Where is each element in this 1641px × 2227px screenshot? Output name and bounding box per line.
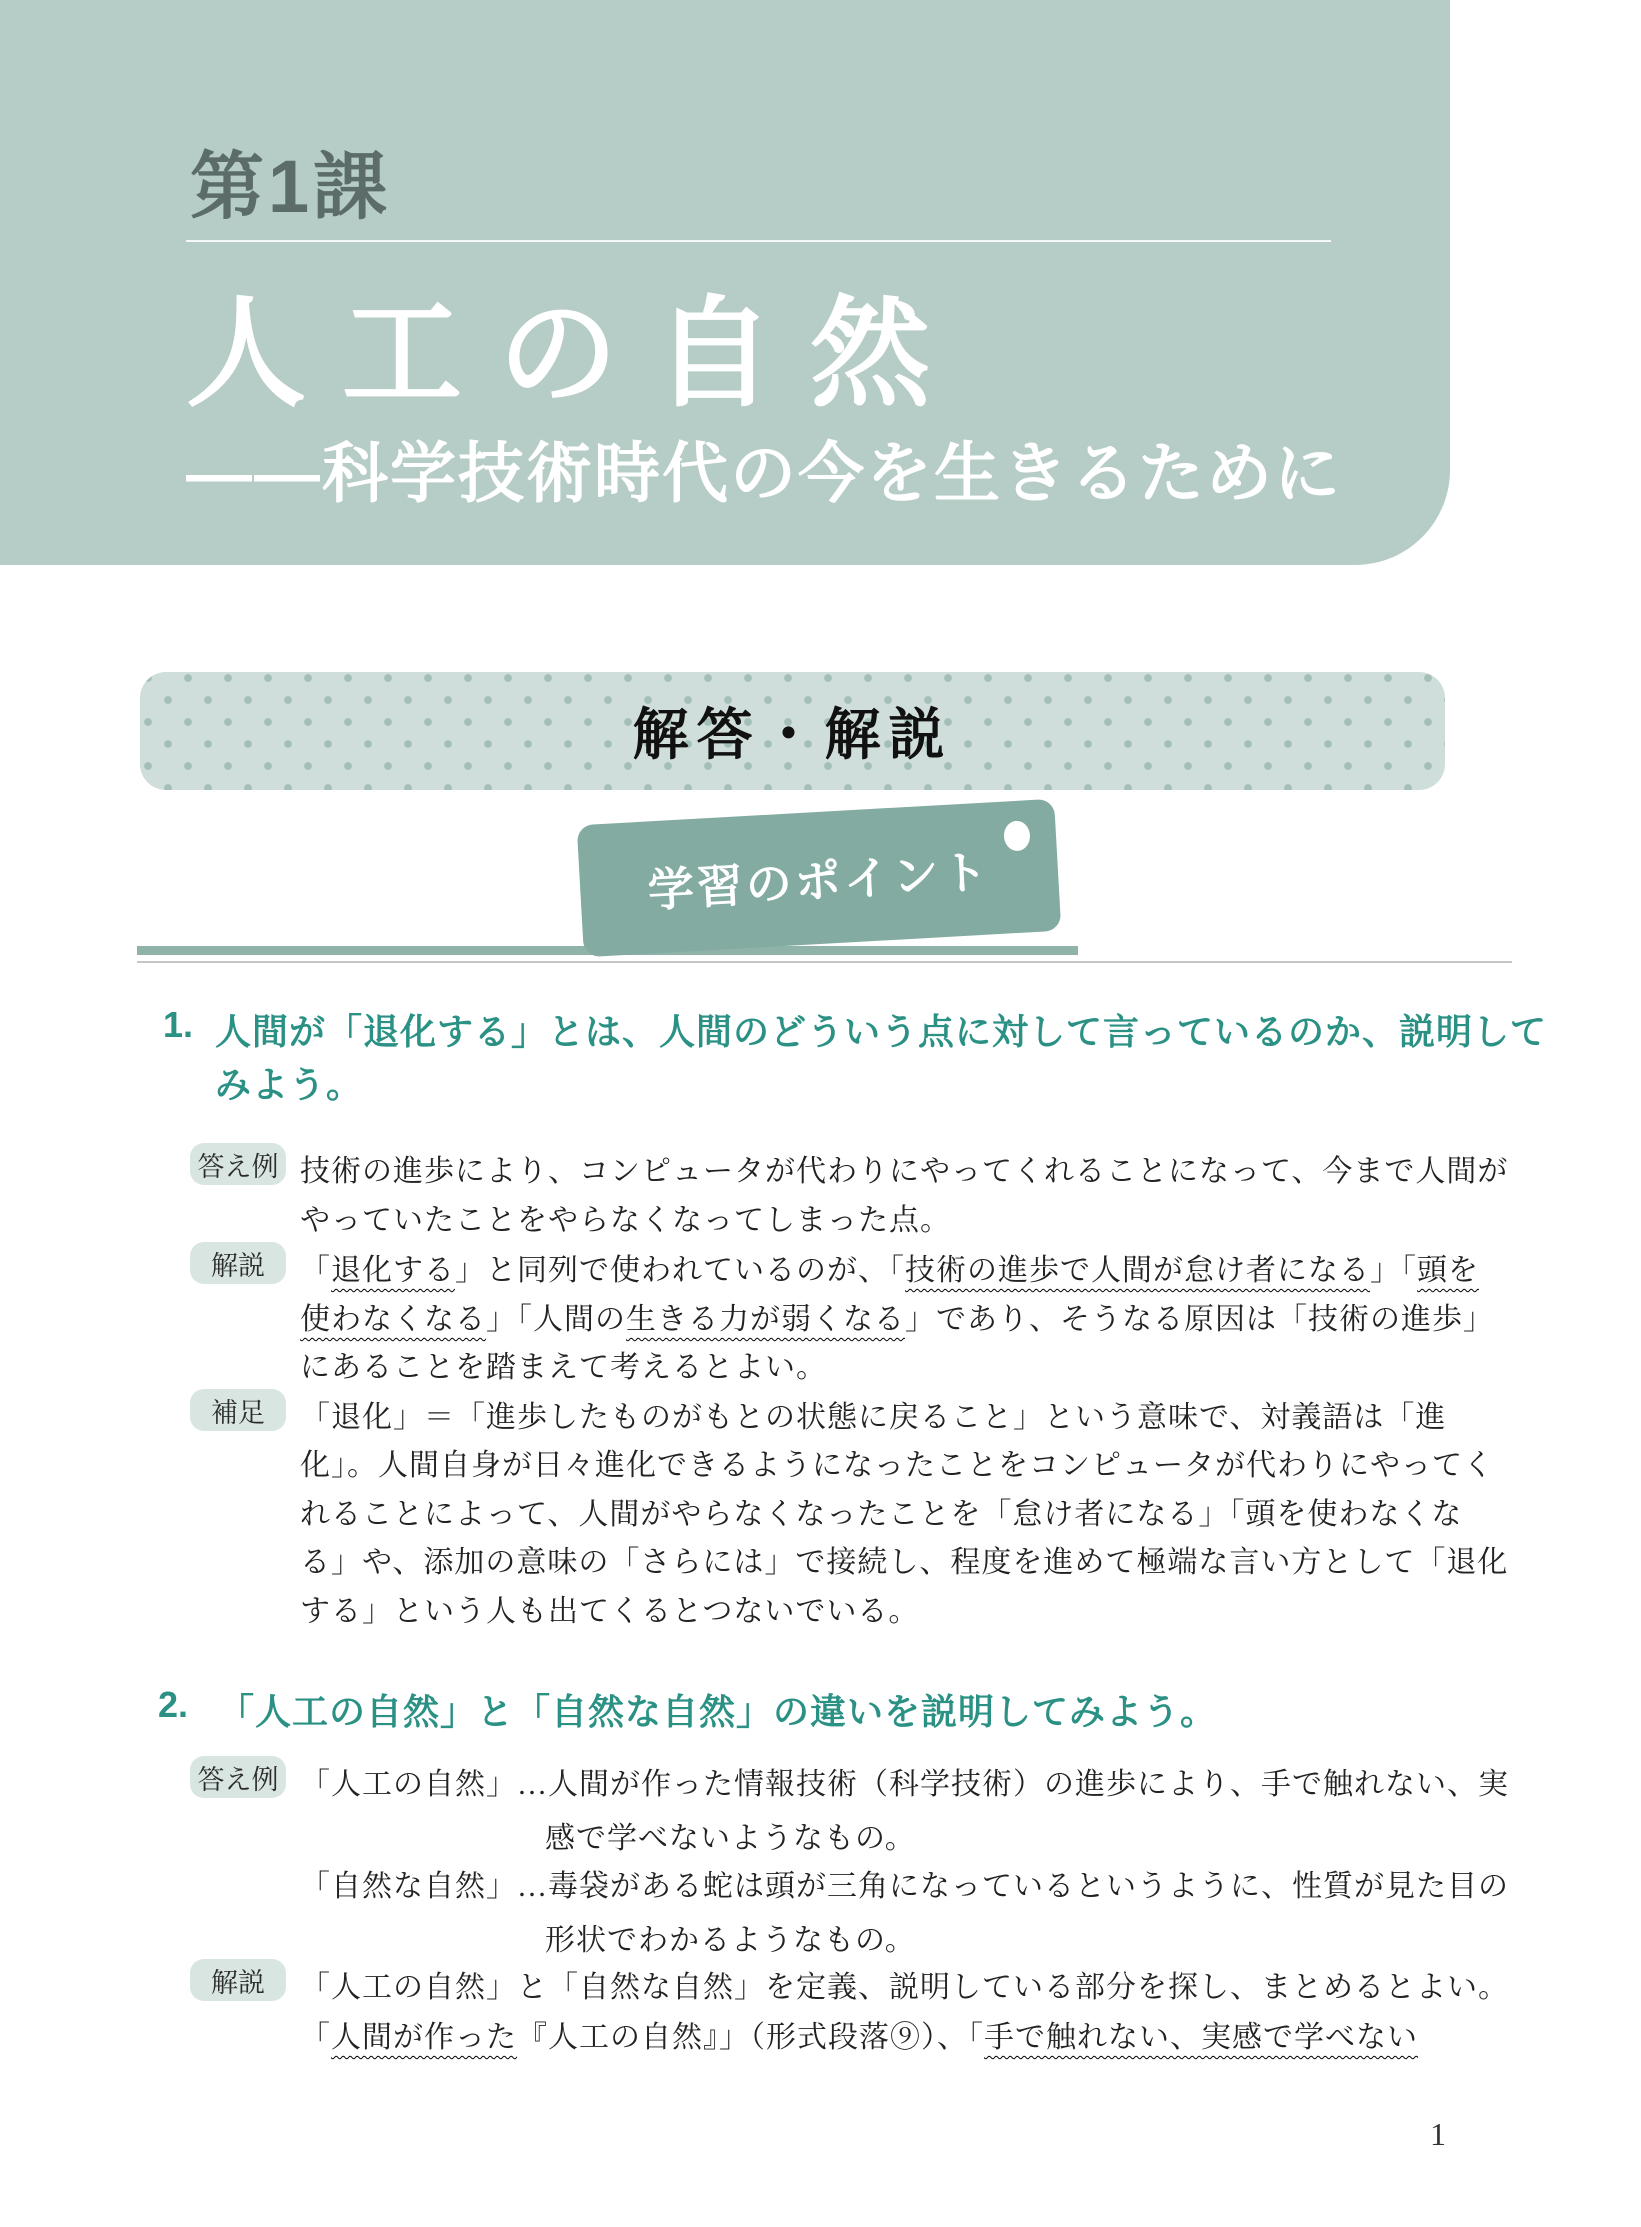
q1-supplement-line4: る」や、添加の意味の「さらには」で接続し、程度を進めて極端な言い方として「退化 [300, 1546, 1509, 1579]
answers-banner [140, 672, 1445, 790]
wavy-text-segment: 頭を [1417, 1254, 1479, 1287]
text-segment: 「 [300, 1254, 331, 1287]
q2-answer-line4: 形状でわかるようなもの。 [545, 1924, 916, 1957]
learning-points-label: 学習のポイント [646, 845, 992, 917]
header-divider [186, 240, 1331, 242]
q1-explanation-line1 [300, 1245, 1479, 1289]
q1-supplement-line2: 化」。人間自身が日々進化できるようになったことをコンピュータが代わりにやってく [300, 1449, 1494, 1482]
q1-supplement-line3: れることによって、人間がやらなくなったことを「怠け者になる」「頭を使わなくな [300, 1498, 1463, 1531]
text-segment: 『人工の自然』」（形式段落⑨）、「 [517, 2021, 984, 2054]
explanation-label: 解説 [190, 1959, 286, 2001]
text-segment: 」「 [1370, 1254, 1417, 1287]
wavy-text-segment: 人間が作った [331, 2021, 517, 2054]
lesson-title: 人工の自然 [186, 287, 966, 421]
q1-explanation-line2 [300, 1294, 1494, 1338]
question-2-number: 2. [158, 1684, 189, 1725]
wavy-text-segment: 手で触れない、実感で学べない [984, 2021, 1418, 2054]
supplement-label: 補足 [190, 1389, 286, 1431]
text-segment: 」であり、そうなる原因は「技術の進歩」 [905, 1303, 1494, 1336]
q2-explanation-line2 [300, 2012, 1418, 2056]
lesson-header-block [0, 0, 1450, 565]
answer-example-label: 答え例 [190, 1756, 286, 1798]
tab-underline-gray [137, 961, 1512, 963]
wavy-text-segment: 技術の進歩で人間が怠け者になる [905, 1254, 1370, 1287]
answer-example-label: 答え例 [190, 1143, 286, 1185]
q1-supplement-line1: 「退化」＝「進歩したものがもとの状態に戻ること」という意味で、対義語は「進 [300, 1401, 1447, 1434]
question-1-heading-line1: 人間が「退化する」とは、人間のどういう点に対して言っているのか、説明して [215, 1011, 1548, 1052]
q1-explanation-line3: にあることを踏まえて考えるとよい。 [300, 1351, 827, 1384]
text-segment: 「 [300, 2021, 331, 2054]
q1-answer-line1: 技術の進歩により、コンピュータが代わりにやってくれることになって、今まで人間が [300, 1155, 1509, 1188]
lesson-number: 第1課 [190, 145, 392, 228]
q2-answer-line3: 「自然な自然」…毒袋がある蛇は頭が三角になっているというように、性質が見た目の [300, 1870, 1509, 1903]
q1-supplement-line5: する」という人も出てくるとつないでいる。 [300, 1595, 920, 1628]
q2-explanation-line1: 「人工の自然」と「自然な自然」を定義、説明している部分を探し、まとめるとよい。 [300, 1971, 1509, 2004]
tab-pin-dot-icon [1003, 820, 1031, 851]
question-2-heading: 「人工の自然」と「自然な自然」の違いを説明してみよう。 [218, 1691, 1218, 1732]
explanation-label: 解説 [190, 1242, 286, 1284]
text-segment: 」と同列で使われているのが、「 [455, 1254, 905, 1287]
question-1-heading-line2: みよう。 [215, 1064, 364, 1105]
answers-banner-title: 解答・解説 [632, 703, 953, 766]
text-segment: 」「人間の [486, 1303, 626, 1336]
q2-answer-line2: 感で学べないようなもの。 [545, 1822, 916, 1855]
q2-answer-line1: 「人工の自然」…人間が作った情報技術（科学技術）の進歩により、手で触れない、実 [300, 1768, 1509, 1801]
wavy-text-segment: 生きる力が弱くなる [626, 1303, 905, 1336]
lesson-subtitle: ——科学技術時代の今を生きるために [186, 436, 1342, 510]
q1-answer-line2: やっていたことをやらなくなってしまった点。 [300, 1204, 951, 1237]
wavy-text-segment: 使わなくなる [300, 1303, 486, 1336]
wavy-text-segment: 退化する [331, 1254, 455, 1287]
learning-points-tab [577, 799, 1062, 957]
question-1-number: 1. [163, 1004, 194, 1045]
page-number: 1 [1430, 2116, 1446, 2152]
